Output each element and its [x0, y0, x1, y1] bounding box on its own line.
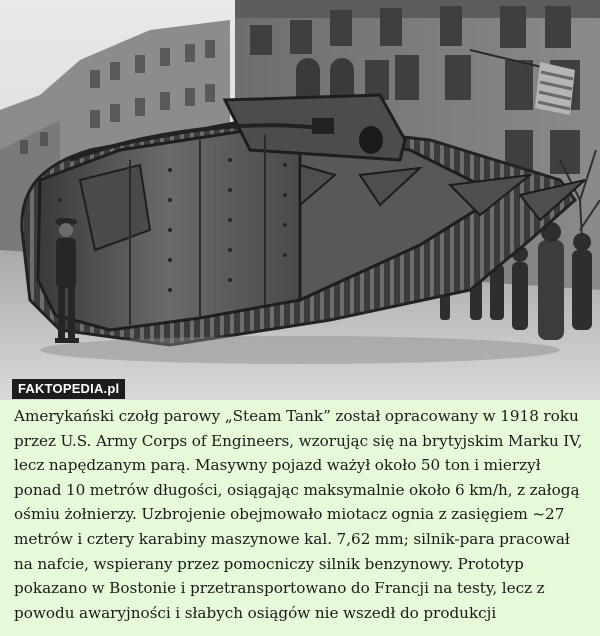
caption-text: Amerykański czołg parowy „Steam Tank” został opracowany w 1918 roku przez U.S. Army Corps of Engineers, wzorując się na brytyjskim Marku IV, lecz napędzanym parą. Masywny pojazd ważył około 50 ton i mierzył ponad 10 metrów długości, osiągając maksymalnie około 6 km/h, z załogą ośmiu żołnierzy. Uzbrojenie obejmowało miotacz ognia z zasięgiem ~27 metrów i cztery karabiny maszynowe kal. 7,62 mm; silnik-para pracował na nafcie, wspierany przez pomocniczy silnik benzynowy. Prototyp pokazano w Bostonie i przetransportowano do Francji na testy, lecz z powodu awaryjności i słabych osiągów nie wszedł do produkcji — [14, 407, 583, 622]
faktopedia-watermark: FAKTOPEDIA.pl — [12, 379, 125, 399]
caption-panel — [0, 400, 600, 636]
